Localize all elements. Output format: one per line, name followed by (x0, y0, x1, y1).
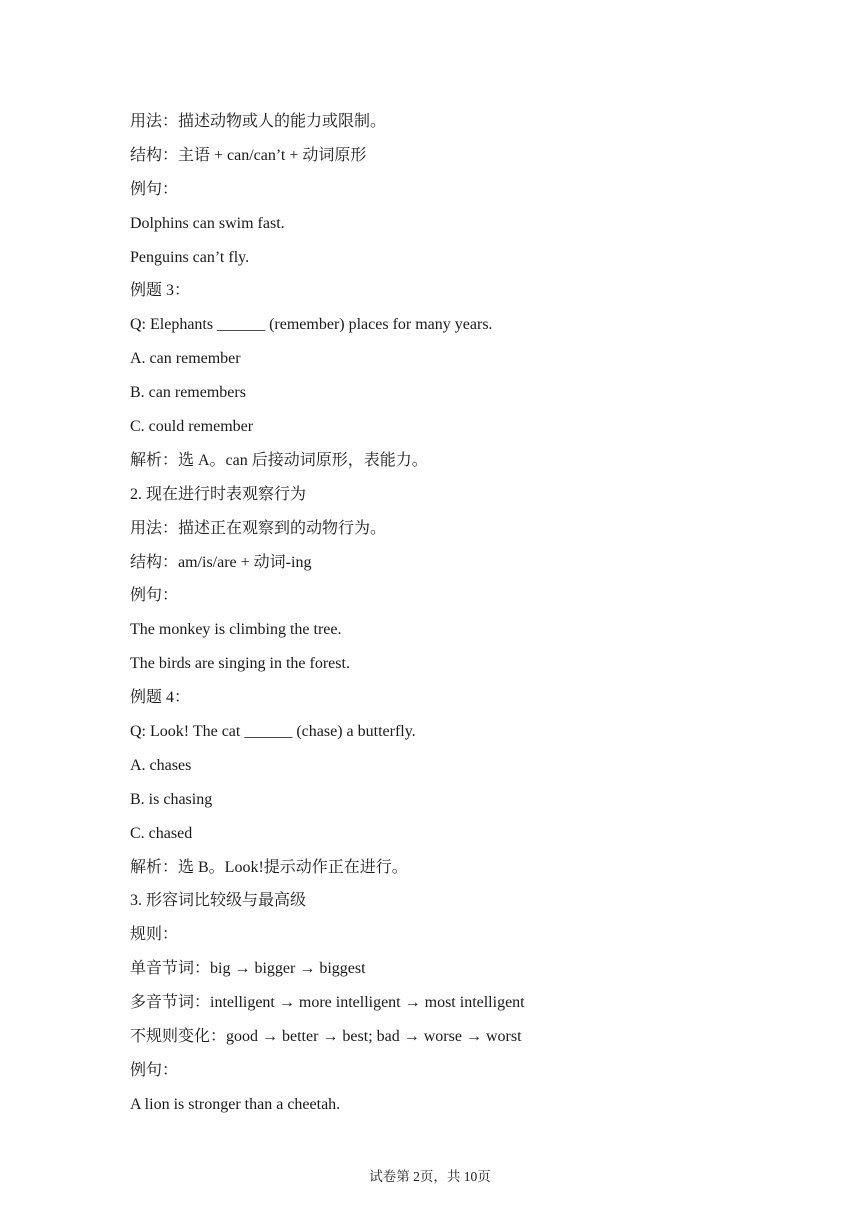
text-line: 不规则变化：good → better → best; bad → worse → worst (130, 1028, 522, 1046)
text-line: Penguins can’t fly. (130, 248, 250, 266)
question-text: Q: Look! The cat ______ (chase) a butterfly. (130, 723, 416, 741)
text-line: 例句： (130, 180, 179, 198)
option-b: B. can remembers (130, 384, 246, 402)
example-heading: 例题 4： (130, 689, 191, 707)
question-text: Q: Elephants ______ (remember) places for many years. (130, 316, 493, 334)
page-footer: 试卷第 2页，共 10页 (369, 1169, 491, 1184)
text-line: 用法：描述正在观察到的动物行为。 (130, 519, 387, 537)
text-line: 结构：主语 + can/can’t + 动词原形 (130, 146, 367, 164)
text-line: 规则： (130, 926, 179, 944)
text-line: 用法：描述动物或人的能力或限制。 (130, 113, 387, 130)
example-heading: 例题 3： (130, 282, 191, 300)
section-heading: 3. 形容词比较级与最高级 (130, 892, 307, 910)
option-c: C. chased (130, 824, 193, 842)
text-line: 例句： (130, 1061, 179, 1079)
text-line: The birds are singing in the forest. (130, 655, 350, 673)
option-a: A. chases (130, 756, 192, 774)
text-line: 例句： (130, 587, 179, 605)
answer-explanation: 解析：选 B。Look!提示动作正在进行。 (130, 858, 408, 876)
answer-explanation: 解析：选 A。can 后接动词原形，表能力。 (130, 451, 428, 469)
text-line: 多音节词：intelligent → more intelligent → most intelligent (130, 994, 525, 1012)
document-body (130, 108, 770, 1125)
text-line: 单音节词：big → bigger → biggest (130, 960, 366, 978)
option-a: A. can remember (130, 350, 241, 368)
text-line: A lion is stronger than a cheetah. (130, 1095, 341, 1113)
text-line: 结构：am/is/are + 动词-ing (130, 553, 312, 571)
option-c: C. could remember (130, 418, 254, 436)
text-line: Dolphins can swim fast. (130, 214, 285, 232)
section-heading: 2. 现在进行时表观察行为 (130, 485, 307, 503)
text-line: The monkey is climbing the tree. (130, 621, 342, 639)
option-b: B. is chasing (130, 790, 213, 808)
